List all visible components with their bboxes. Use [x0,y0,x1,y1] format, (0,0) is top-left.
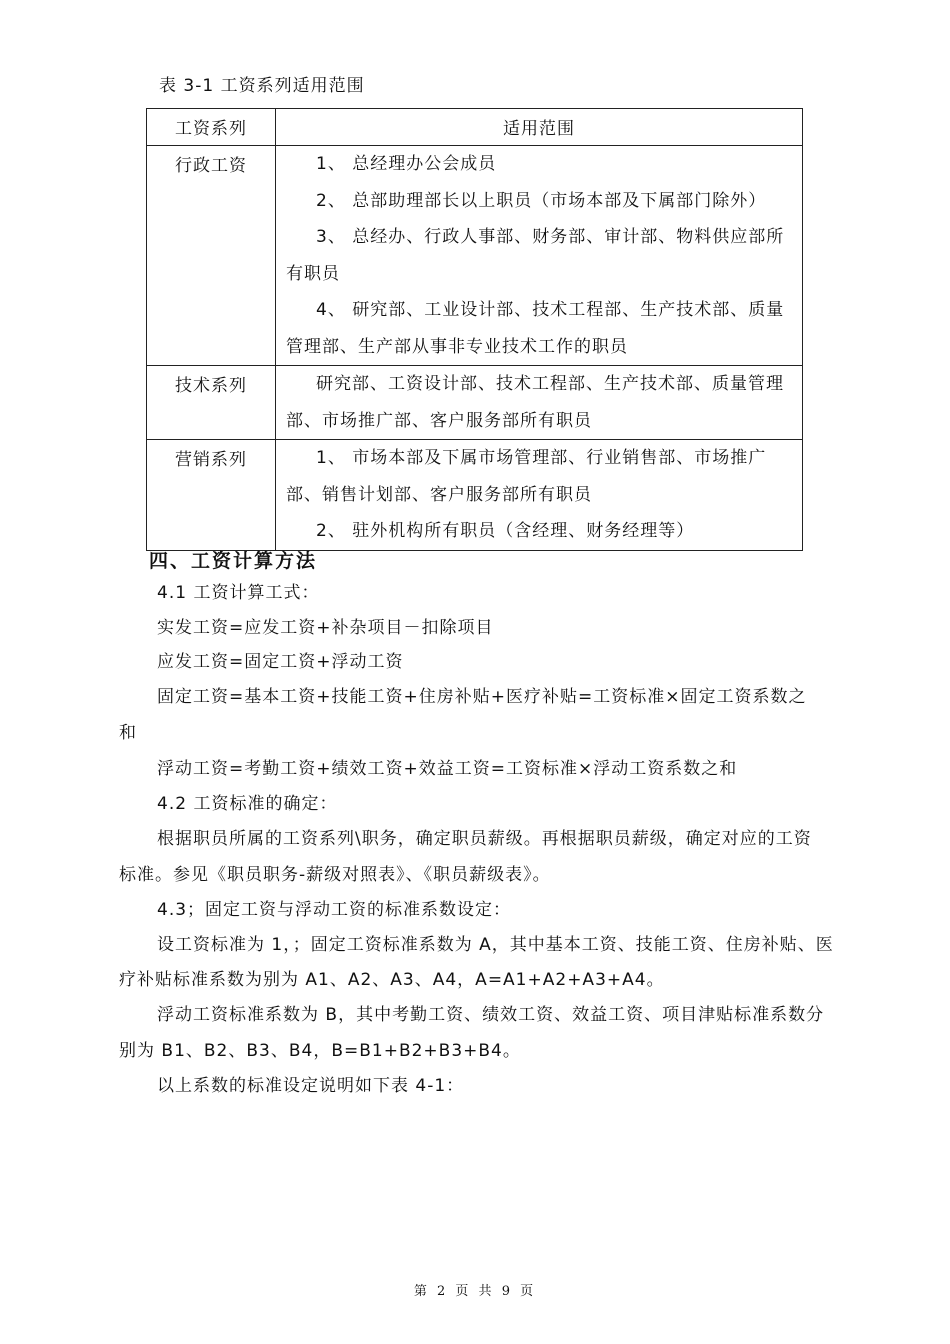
scope-cell: 1、 市场本部及下属市场管理部、行业销售部、市场推广 部、销售计划部、客户服务部所有职员 2、 驻外机构所有职员（含经理、财务经理等） [276,440,803,551]
paragraph: 根据职员所属的工资系列\职务，确定职员薪级。再根据职员薪级，确定对应的工资 [157,829,812,849]
section-heading: 四、工资计算方法 [149,550,318,572]
table-row [147,366,803,440]
scope-cell: 研究部、工资设计部、技术工程部、生产技术部、质量管理 部、市场推广部、客户服务部所有职员 [276,366,803,440]
paragraph: 以上系数的标准设定说明如下表 4-1： [157,1076,465,1096]
paragraph: 别为 B1、B2、B3、B4，B=B1+B2+B3+B4。 [119,1041,521,1061]
header-scope: 适用范围 [276,109,803,146]
paragraph: 4.1 工资计算工式： [157,583,320,603]
page-footer: 第 2 页 共 9 页 [413,1284,537,1299]
paragraph: 浮动工资标准系数为 B，其中考勤工资、绩效工资、效益工资、项目津贴标准系数分 [157,1005,825,1025]
wage-series-table [146,108,803,551]
paragraph: 标准。参见《职员职务-薪级对照表》、《职员薪级表》。 [119,865,551,885]
paragraph: 和 [119,723,137,743]
table-row [147,440,803,551]
paragraph: 设工资标准为 1，；固定工资标准系数为 A，其中基本工资、技能工资、住房补贴、医 [157,935,834,955]
paragraph: 疗补贴标准系数为别为 A1、A2、A3、A4，A=A1+A2+A3+A4。 [119,970,665,990]
paragraph: 应发工资=固定工资+浮动工资 [157,652,404,672]
paragraph: 4.2 工资标准的确定： [157,794,338,814]
paragraph: 固定工资=基本工资+技能工资+住房补贴+医疗补贴=工资标准×固定工资系数之 [157,687,807,707]
table-caption: 表 3-1 工资系列适用范围 [159,76,365,96]
paragraph: 实发工资=应发工资+补杂项目－扣除项目 [157,618,494,638]
scope-cell: 1、 总经理办公会成员 2、 总部助理部长以上职员（市场本部及下属部门除外） 3、 总经办、行政人事部、财务部、审计部、物料供应部所 有职员 4、 研究部、工业设计部、技术工程部、生产技术部、质量 管理部、生产部从事非专业技术工作的职员 [276,146,803,366]
header-series: 工资系列 [147,109,276,146]
series-cell: 技术系列 [147,366,276,440]
table-row [147,146,803,366]
paragraph: 4.3；固定工资与浮动工资的标准系数设定： [157,900,512,920]
table-header-row [147,109,803,146]
series-cell: 营销系列 [147,440,276,551]
paragraph: 浮动工资=考勤工资+绩效工资+效益工资=工资标准×浮动工资系数之和 [157,759,738,779]
series-cell: 行政工资 [147,146,276,366]
